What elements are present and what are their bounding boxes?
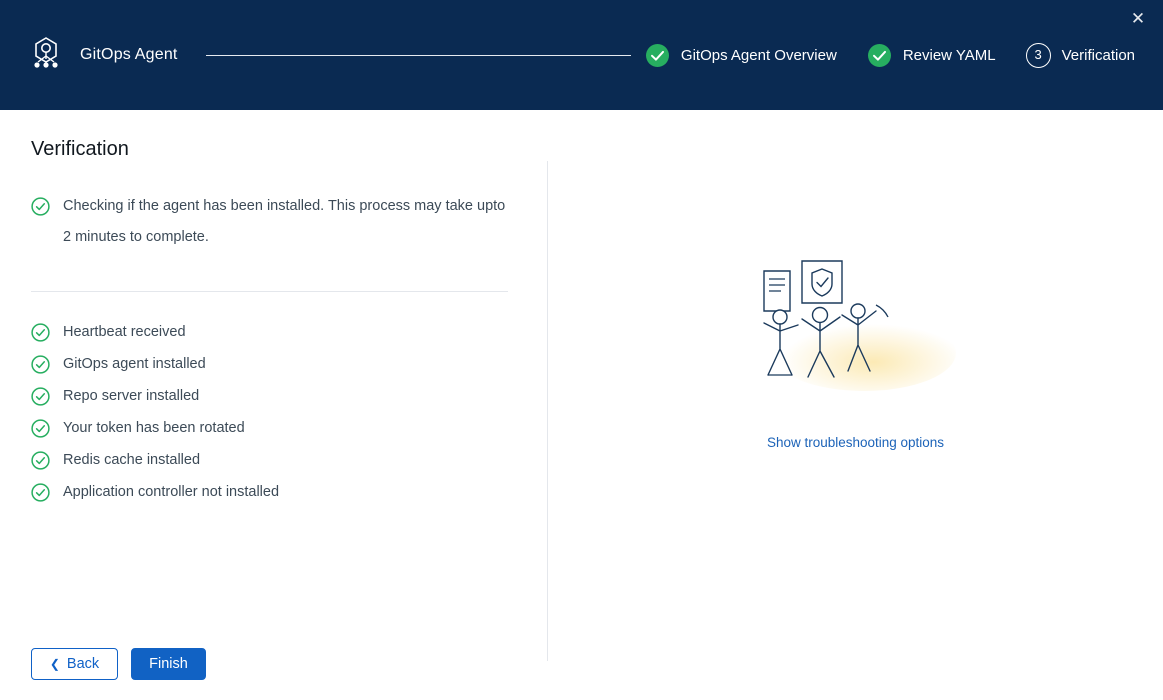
step-label: Review YAML xyxy=(902,46,996,64)
list-item xyxy=(31,348,516,380)
brand xyxy=(28,35,178,75)
check-circle-icon xyxy=(867,43,892,68)
step-connector-line xyxy=(206,55,631,56)
finish-button-label: Finish xyxy=(149,656,188,672)
verification-panel xyxy=(0,161,548,661)
list-item xyxy=(31,476,516,508)
check-label: Heartbeat received xyxy=(63,324,186,340)
finish-button[interactable] xyxy=(131,648,206,680)
close-icon[interactable]: ✕ xyxy=(1130,9,1146,28)
chevron-left-icon: ❮ xyxy=(49,657,60,671)
check-circle-icon xyxy=(31,483,50,502)
step-verification[interactable] xyxy=(1026,43,1135,68)
wizard-header xyxy=(0,0,1163,110)
check-label: Application controller not installed xyxy=(63,484,280,500)
show-troubleshooting-options-link[interactable]: Show troubleshooting options xyxy=(766,435,945,450)
check-label: Your token has been rotated xyxy=(63,420,245,436)
main-content xyxy=(0,161,1163,661)
people-with-shield-illustration xyxy=(746,253,966,413)
step-gitops-agent-overview[interactable] xyxy=(645,43,837,68)
check-circle-icon xyxy=(31,387,50,406)
verification-check-list xyxy=(31,316,516,508)
step-number-badge: 3 xyxy=(1026,43,1051,68)
list-item xyxy=(31,316,516,348)
check-circle-icon xyxy=(31,451,50,470)
step-indicator xyxy=(192,43,1135,68)
check-label: Redis cache installed xyxy=(63,452,201,468)
brand-title: GitOps Agent xyxy=(80,46,178,63)
divider xyxy=(31,291,508,292)
status-message: Checking if the agent has been installed. This process may take upto 2 minutes to complete. xyxy=(63,198,506,245)
step-label: GitOps Agent Overview xyxy=(680,46,837,64)
gitops-agent-logo-icon xyxy=(28,35,64,75)
page-title: Verification xyxy=(31,138,129,160)
check-label: GitOps agent installed xyxy=(63,356,206,372)
step-review-yaml[interactable] xyxy=(867,43,996,68)
back-button-label: Back xyxy=(66,656,100,672)
status-message-row xyxy=(31,191,516,253)
check-label: Repo server installed xyxy=(63,388,200,404)
list-item xyxy=(31,412,516,444)
step-label: Verification xyxy=(1061,46,1135,64)
check-circle-icon xyxy=(645,43,670,68)
list-item xyxy=(31,380,516,412)
wizard-footer xyxy=(0,648,1163,700)
back-button[interactable] xyxy=(31,648,118,680)
check-circle-icon xyxy=(31,419,50,438)
check-circle-icon xyxy=(31,323,50,342)
check-circle-icon xyxy=(31,191,50,216)
check-circle-icon xyxy=(31,355,50,374)
list-item xyxy=(31,444,516,476)
illustration-panel xyxy=(548,161,1163,661)
